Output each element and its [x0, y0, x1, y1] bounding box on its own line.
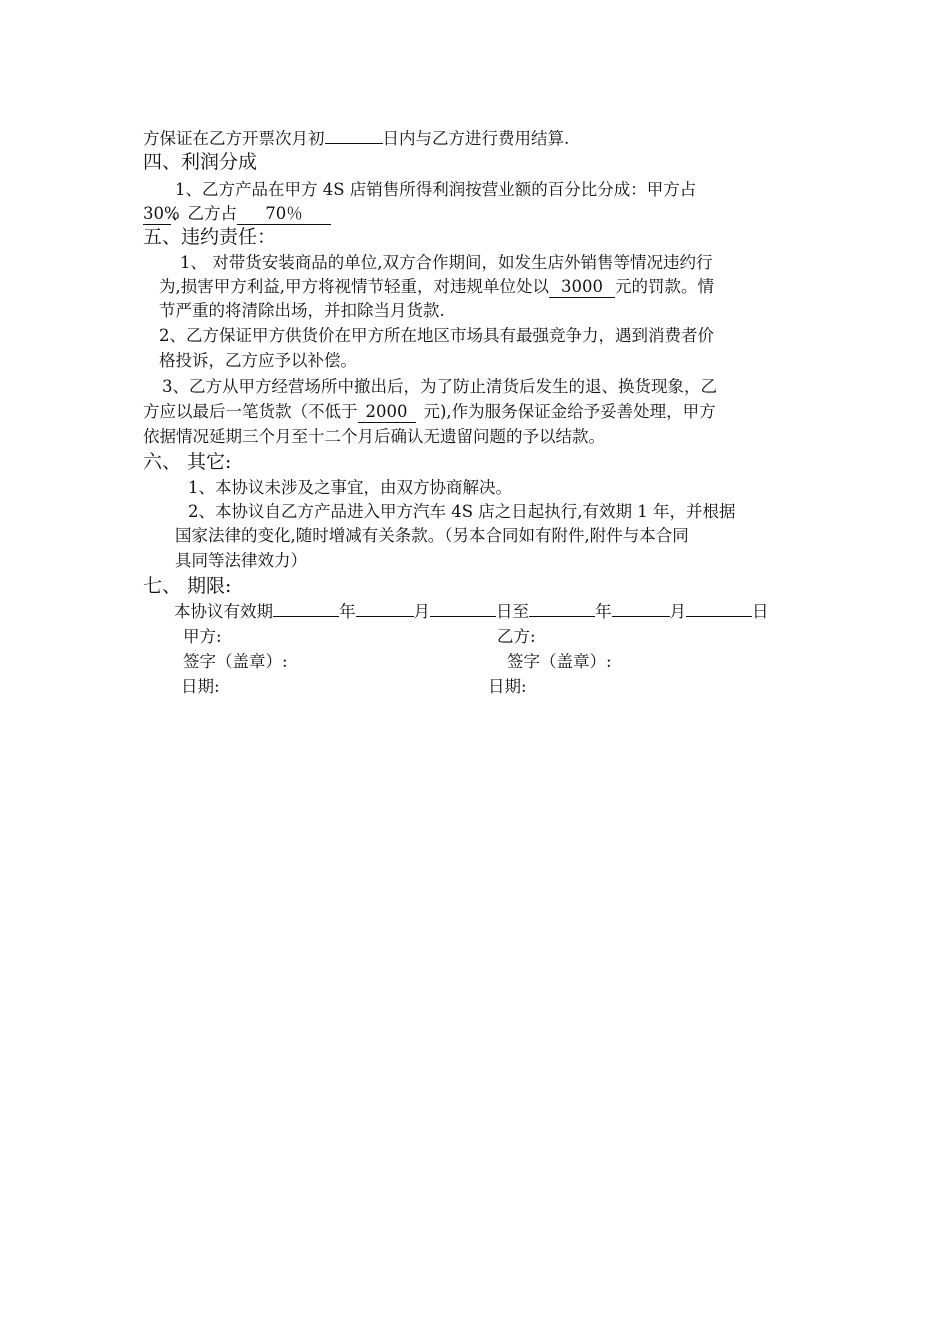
settlement-text-b: 日内与乙方进行费用结算.	[382, 129, 570, 148]
party-b-label: 乙方:	[497, 627, 536, 646]
breach-3-text-b: 元),作为服务保证金给予妥善处理，甲方	[423, 402, 716, 421]
heading-term: 七、 期限:	[143, 575, 232, 597]
heading-profit-sharing: 四、利润分成	[143, 151, 258, 173]
other-2-line-1: 2、本协议自乙方产品进入甲方汽车 4S 店之日起执行,有效期 1 年，并根据	[188, 502, 736, 521]
breach-1-text-a: 为,损害甲方利益,甲方将视情节轻重，对违规单位处以	[159, 277, 549, 296]
start-day-blank	[430, 616, 496, 617]
party-b-date: 日期:	[488, 677, 527, 696]
breach-3-line-3: 依据情况延期三个月至十二个月后确认无遗留问题的予以结款。	[143, 427, 605, 446]
term-prefix: 本协议有效期	[174, 602, 273, 621]
breach-1-line-2	[159, 275, 714, 299]
penalty-amount: 3000	[549, 277, 615, 298]
end-month-label: 月	[669, 602, 686, 621]
breach-2-line-2: 格投诉，乙方应予以补偿。	[159, 351, 357, 370]
settlement-days-blank	[325, 143, 383, 144]
start-month-blank	[356, 616, 414, 617]
other-2-line-2: 国家法律的变化,随时增减有关条款。（另本合同如有附件,附件与本合同	[175, 526, 689, 545]
term-line	[174, 600, 769, 624]
breach-3-line-1: 3、乙方从甲方经营场所中撤出后，为了防止清货后发生的退、换货现象，乙	[162, 377, 717, 396]
breach-3-text-a: 方应以最后一笔货款（不低于	[143, 402, 358, 421]
party-b-signature: 签字（盖章）:	[507, 652, 612, 671]
party-a-share-value: 30%	[143, 204, 180, 223]
end-year-label: 年	[595, 602, 612, 621]
party-a-signature: 签字（盖章）:	[183, 652, 288, 671]
heading-breach: 五、违约责任：	[143, 226, 277, 248]
breach-2-line-1: 2、乙方保证甲方供货价在甲方所在地区市场具有最强竞争力，遇到消费者价	[159, 326, 714, 345]
start-year-label: 年	[339, 602, 356, 621]
breach-1-line-1: 1、 对带货安装商品的单位,双方合作期间，如发生店外销售等情况违约行	[180, 253, 713, 272]
start-day-to-label: 日至	[496, 602, 529, 621]
deposit-amount: 2000	[358, 402, 416, 423]
settlement-line	[143, 127, 569, 151]
party-a-date: 日期:	[181, 677, 220, 696]
other-2-line-3: 具同等法律效力）	[175, 551, 307, 570]
breach-3-line-2	[143, 400, 716, 424]
heading-other: 六、 其它:	[143, 451, 232, 473]
end-year-blank	[529, 616, 595, 617]
profit-separator: 、乙方占	[171, 204, 237, 223]
other-1: 1、本协议未涉及之事宜，由双方协商解决。	[188, 478, 512, 497]
end-day-blank	[686, 616, 752, 617]
party-a-label: 甲方:	[183, 627, 222, 646]
profit-line-2	[143, 202, 331, 226]
end-day-label: 日	[752, 602, 769, 621]
start-year-blank	[273, 616, 339, 617]
breach-1-text-b: 元的罚款。情	[615, 277, 714, 296]
party-b-share-value: 70％	[237, 204, 331, 225]
start-month-label: 月	[413, 602, 430, 621]
settlement-text-a: 方保证在乙方开票次月初	[143, 129, 325, 148]
profit-line-1: 1、乙方产品在甲方 4S 店销售所得利润按营业额的百分比分成：甲方占	[175, 180, 697, 199]
end-month-blank	[612, 616, 670, 617]
breach-1-line-3: 节严重的将清除出场，并扣除当月货款.	[159, 301, 445, 320]
